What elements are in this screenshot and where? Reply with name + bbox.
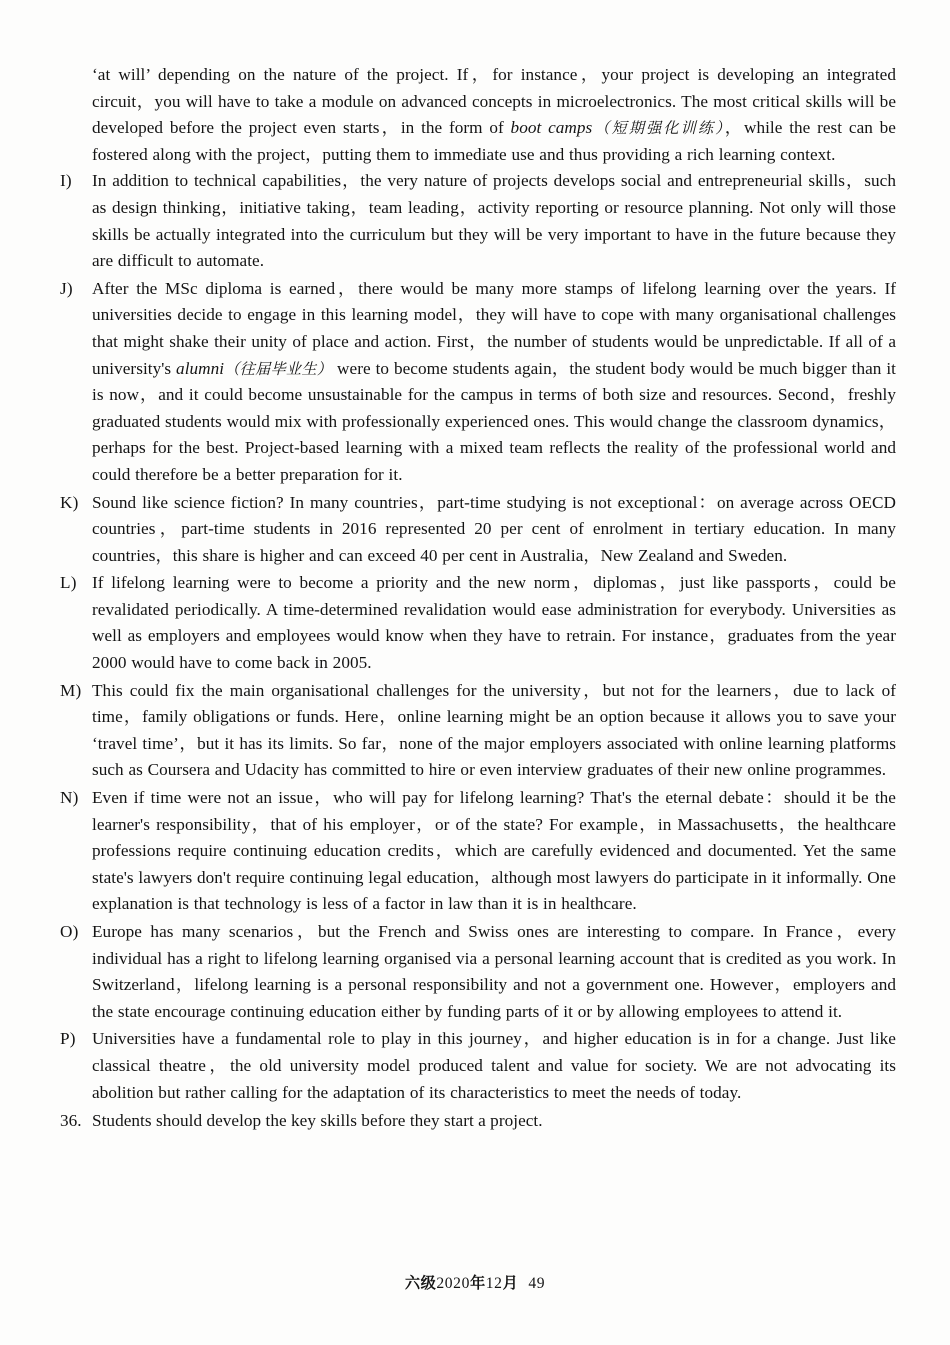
paragraph-i [60, 168, 896, 274]
paragraph-marker-i: I) [60, 171, 72, 191]
paragraph-l [60, 570, 896, 676]
paragraph-body-i: In addition to technical capabilities，the very nature of projects develops social and entrepreneurial skills，such as design thinking，initiative taking，team leading，activity reporting or resource planning. Not only will those skills be actually integrated into the curriculum but they will be very important to have in the future because they are difficult to automate. [92, 171, 896, 271]
page-footer [0, 1272, 950, 1293]
continued-text-before-italic: ‘at will’ depending on the nature of the project. If，for instance，your project is developing an integrated circuit，you will have to take a module on advanced concepts in microelectronics. The most critical skills will be developed before the project even starts，in the form of [92, 65, 896, 138]
paragraph-j [60, 276, 896, 489]
paragraph-j-text-before-italic: After the MSc diploma is earned，there would be many more stamps of lifelong learning over the years. If universities decide to engage in this learning model，they will have to cope with many organisational challenges that might shake their unity of place and action. First，the number of students would be unpredictable. If all of a university's [92, 278, 896, 378]
paragraph-body-p: Universities have a fundamental role to play in this journey，and higher education is in for a change. Just like classical theatre，the old university model produced talent and value for society. We are not advocating its abolition but rather calling for the adaptation of its characteristics to meet the needs of today. [92, 1029, 896, 1102]
paragraph-k [60, 490, 896, 570]
paragraph-body-n: Even if time were not an issue，who will pay for lifelong learning? That's the eternal debate：should it be the learner's responsibility，that of his employer，or of the state? For example，in Massachusetts，the healthcare professions require continuing education credits，which are carefully evidenced and documented. Yet the same state's lawyers don't require continuing legal education，although most lawyers do participate in it informally. One explanation is that technology is less of a factor in law than it is in healthcare. [92, 788, 896, 914]
paragraph-j-italic-term: alumni [176, 358, 225, 378]
footer-page-number: 49 [528, 1275, 546, 1292]
paragraph-j-gloss: （往届毕业生） [224, 359, 333, 378]
page-content [60, 62, 896, 1135]
question-36-text: Students should develop the key skills before they start a project. [92, 1111, 543, 1131]
paragraph-marker-n: N) [60, 788, 79, 808]
footer-month-unit: 月 [502, 1274, 519, 1292]
paragraph-body-k: Sound like science fiction? In many countries，part-time studying is not exceptional：on average across OECD countries，part-time students in 2016 represented 20 per cent of enrolment in tertiary education. In many countries，this share is higher and can exceed 40 per cent in Australia，New Zealand and Sweden. [92, 492, 896, 565]
paragraph-marker-l: L) [60, 573, 77, 593]
continued-text-after-gloss: ，while the rest can be fostered along with the project，putting them to immediate use and thus providing a rich learning context. [92, 118, 896, 164]
footer-exam-label: 六级 [404, 1274, 437, 1292]
paragraph-marker-p: P) [60, 1029, 76, 1049]
paragraph-marker-j: J) [60, 278, 73, 298]
continued-italic-term: boot camps [510, 118, 593, 138]
paragraph-o [60, 919, 896, 1025]
footer-year-unit: 年 [469, 1274, 486, 1292]
paragraph-body-m: This could fix the main organisational challenges for the university，but not for the learners，due to lack of time，family obligations or funds. Here，online learning might be an option because it allows you to save your ‘travel time’，but it has its limits. So far，none of the major employers associated with online learning platforms such as Coursera and Udacity has committed to hire or even interview graduates of their new online programmes. [92, 680, 896, 780]
paragraph-marker-k: K) [60, 492, 79, 512]
continued-paragraph [92, 62, 896, 168]
paragraph-marker-m: M) [60, 680, 82, 700]
paragraph-p [60, 1026, 896, 1106]
footer-year: 2020 [436, 1275, 470, 1292]
question-36-number: 36. [60, 1111, 82, 1131]
paragraph-m [60, 678, 896, 784]
paragraph-n [60, 785, 896, 918]
footer-month: 12 [485, 1275, 503, 1292]
paragraph-marker-o: O) [60, 922, 79, 941]
paragraph-j-text-after-gloss: were to become students again，the student body would be much bigger than it is now，and it could become unsustainable for the campus in terms of both size and resources. Second，freshly graduated students would mix with professionally experienced ones. This would change the classroom dynamics，perhaps for the best. Project-based learning with a mixed team reflects the reality of the professional world and could therefore be a better preparation for it. [92, 358, 896, 484]
paragraph-body-l: If lifelong learning were to become a priority and the new norm，diplomas，just like passports，could be revalidated periodically. A time-determined revalidation would ease administration for everybody. Universities as well as employers and employees would know when they have to retrain. For instance，graduates from the year 2000 would have to come back in 2005. [92, 573, 896, 673]
continued-gloss: （短期强化训练） [592, 119, 725, 138]
question-36 [60, 1108, 896, 1135]
paragraph-body-j [92, 276, 896, 489]
paragraph-body-o: Europe has many scenarios，but the French and Swiss ones are interesting to compare. In France，every individual has a right to lifelong learning organised via a personal learning account that is credited as you work. In Switzerland，lifelong learning is a personal responsibility and not a government one. However，employers and the state encourage continuing education either by funding parts of it or by allowing employees to attend it. [92, 922, 896, 1021]
